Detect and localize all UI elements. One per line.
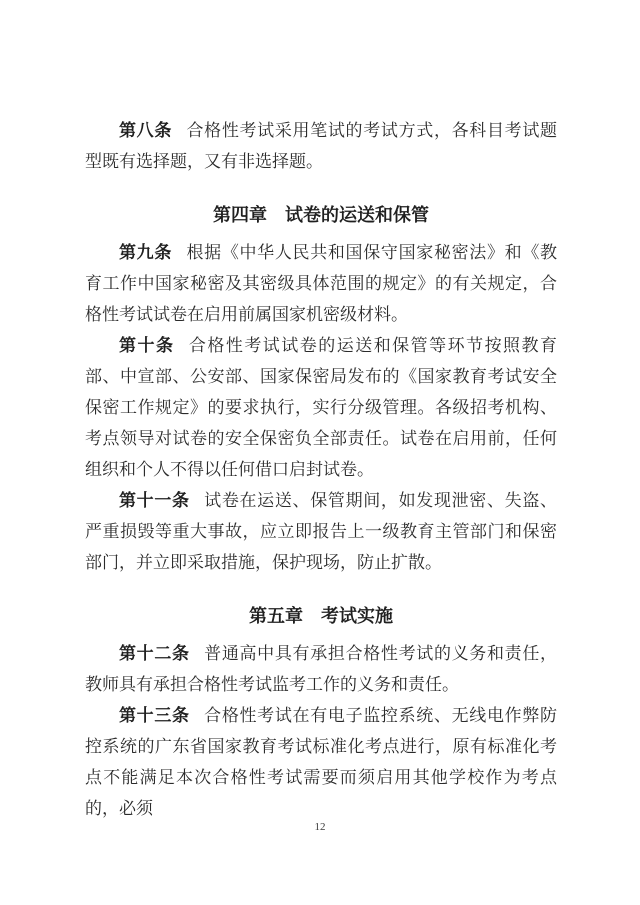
article-paragraph	[85, 115, 557, 177]
chapter-title: 考试实施	[321, 606, 393, 626]
article-text: 根据《中华人民共和国保守国家秘密法》和《教育工作中国家秘密及其密级具体范围的规定》的有关规定，合格性考试试卷在启用前属国家机密级材料。	[85, 243, 558, 324]
article-paragraph	[85, 700, 557, 824]
page-number: 12	[314, 821, 326, 833]
chapter-heading	[85, 601, 557, 632]
article-text: 普通高中具有承担合格性考试的义务和责任，教师具有承担合格性考试监考工作的义务和责任。	[85, 644, 558, 694]
chapter-title: 试卷的运送和保管	[285, 205, 429, 225]
article-text: 合格性考试在有电子监控系统、无线电作弊防控系统的广东省国家教育考试标准化考点进行，原有标准化考点不能满足本次合格性考试需要而须启用其他学校作为考点的，必须	[85, 706, 558, 818]
article-number: 第十条	[119, 336, 175, 355]
article-number: 第九条	[119, 243, 173, 262]
article-number: 第十二条	[119, 644, 190, 663]
chapter-heading	[85, 200, 557, 231]
article-number: 第十一条	[119, 491, 190, 510]
article-paragraph	[85, 485, 557, 578]
article-paragraph	[85, 237, 557, 330]
chapter-number: 第五章	[249, 606, 303, 626]
article-text: 试卷在运送、保管期间，如发现泄密、失盗、严重损毁等重大事故，应立即报告上一级教育主管部门和保密部门，并立即采取措施，保护现场，防止扩散。	[85, 491, 558, 572]
document-body	[85, 115, 557, 824]
article-number: 第十三条	[119, 706, 190, 725]
article-text: 合格性考试试卷的运送和保管等环节按照教育部、中宣部、公安部、国家保密局发布的《国家教育考试安全保密工作规定》的要求执行，实行分级管理。各级招考机构、考点领导对试卷的安全保密负全部责任。试卷在启用前，任何组织和个人不得以任何借口启封试卷。	[85, 336, 558, 479]
chapter-number: 第四章	[213, 205, 267, 225]
article-number: 第八条	[119, 121, 173, 140]
article-paragraph	[85, 638, 557, 700]
article-text: 合格性考试采用笔试的考试方式，各科目考试题型既有选择题，又有非选择题。	[85, 121, 558, 171]
article-paragraph	[85, 330, 557, 485]
